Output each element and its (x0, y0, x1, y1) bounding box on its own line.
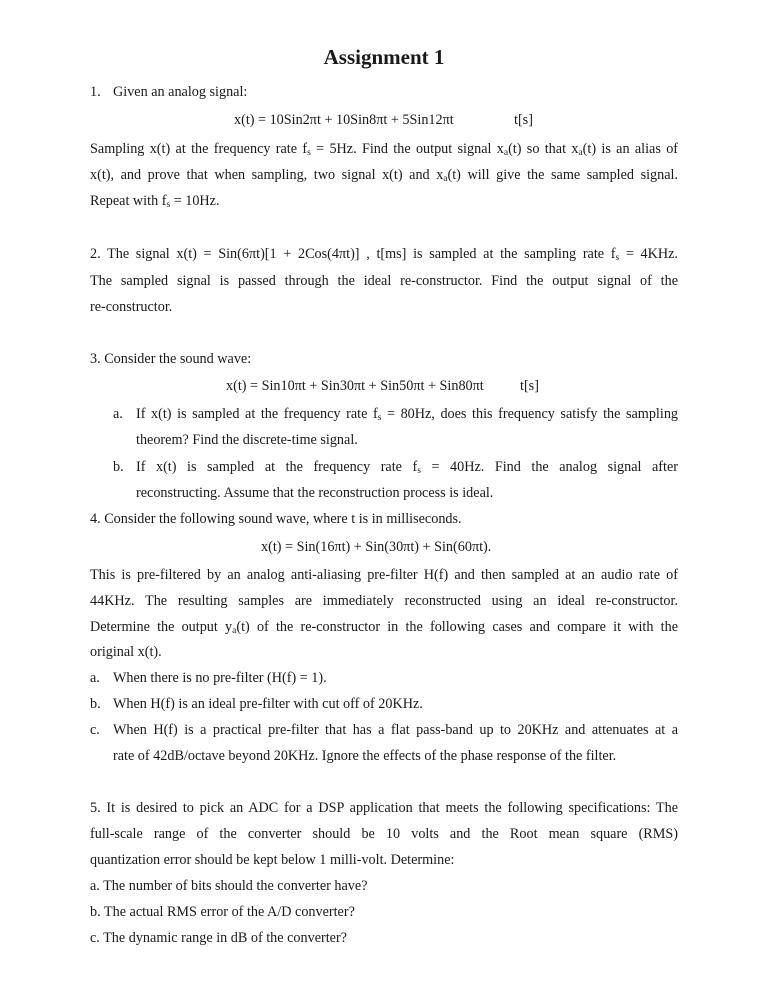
q1-number: 1. (90, 84, 101, 100)
q4-para-line-1: This is pre-filtered by an analog anti-aliasing pre-filter H(f) and then sampled at an audio rate of (90, 567, 678, 583)
q4-c-line-2: rate of 42dB/octave beyond 20KHz. Ignore the effects of the phase response of the filter. (113, 748, 617, 764)
q5-line-3: quantization error should be kept below 1 milli-volt. Determine: (90, 852, 455, 868)
q3-equation-main: x(t) = Sin10πt + Sin30πt + Sin50πt + Sin80πt (226, 378, 484, 394)
q4-a-marker: a. (90, 670, 100, 686)
q3-equation-unit: t[s] (520, 378, 539, 394)
page-title: Assignment 1 (323, 45, 445, 69)
q2-line-3: re-constructor. (90, 299, 173, 315)
q5-line-2: full-scale range of the converter should be 10 volts and the Root mean square (RMS) (90, 826, 678, 842)
q1-equation-main: x(t) = 10Sin2πt + 10Sin8πt + 5Sin12πt (234, 112, 454, 128)
q5-part-a: a. The number of bits should the converter have? (90, 878, 368, 894)
q4-c-marker: c. (90, 722, 100, 738)
q4-equation: x(t) = Sin(16πt) + Sin(30πt) + Sin(60πt). (261, 539, 492, 555)
q1-equation-unit: t[s] (514, 112, 533, 128)
q4-para-line-2: 44KHz. The resulting samples are immediately reconstructed using an ideal re-constructor. (90, 593, 678, 609)
q3-b-marker: b. (113, 459, 124, 475)
q1-line-2: x(t), and prove that when sampling, two signal x(t) and $x_a(t)$ will give the same sampled signal. (90, 167, 679, 184)
q4-b-text: When H(f) is an ideal pre-filter with cut off of 20KHz. (113, 696, 423, 712)
q5-line-1: 5. It is desired to pick an ADC for a DSP application that meets the following specifications: The (90, 800, 678, 816)
q3-a-line-1: If x(t) is sampled at the frequency rate $f_s = 80Hz$, does this frequency satisfy the sampling (136, 406, 679, 423)
q4-c-line-1: When H(f) is a practical pre-filter that has a flat pass-band up to 20KHz and attenuates at a (113, 722, 678, 738)
q3-a-marker: a. (113, 406, 123, 422)
q1-intro: Given an analog signal: (113, 84, 248, 100)
q4-intro: 4. Consider the following sound wave, where t is in milliseconds. (90, 511, 462, 527)
q2-line-2: The sampled signal is passed through the ideal re-constructor. Find the output signal of the (90, 273, 678, 289)
q4-b-marker: b. (90, 696, 101, 712)
q3-a-line-2: theorem? Find the discrete-time signal. (136, 432, 358, 448)
q4-a-text: When there is no pre-filter (H(f) = 1). (113, 670, 327, 686)
q1-line-3: Repeat with $f_s = 10Hz$. (90, 193, 220, 210)
q4-para-line-4: original x(t). (90, 644, 162, 660)
q5-part-b: b. The actual RMS error of the A/D converter? (90, 904, 355, 920)
q5-part-c: c. The dynamic range in dB of the converter? (90, 930, 347, 946)
q3-intro: 3. Consider the sound wave: (90, 351, 252, 367)
q1-equation (234, 110, 534, 130)
q2-line-1: 2. The signal x(t) = Sin(6πt)[1 + 2Cos(4πt)] , t[ms] is sampled at the sampling rate $f_s = 4KHz$. (90, 246, 678, 263)
q4-para-line-3: Determine the output $y_a(t)$ of the re-constructor in the following cases and compare it with the (90, 619, 678, 636)
q3-b-line-1: If x(t) is sampled at the frequency rate $f_s = 40Hz$. Find the analog signal after (136, 459, 679, 476)
q1-line-1: Sampling x(t) at the frequency rate $f_s = 5Hz$. Find the output signal $x_a(t)$ so that $x_a(t)$ is an alias of (90, 141, 679, 158)
q3-b-line-2: reconstructing. Assume that the reconstruction process is ideal. (136, 485, 494, 501)
